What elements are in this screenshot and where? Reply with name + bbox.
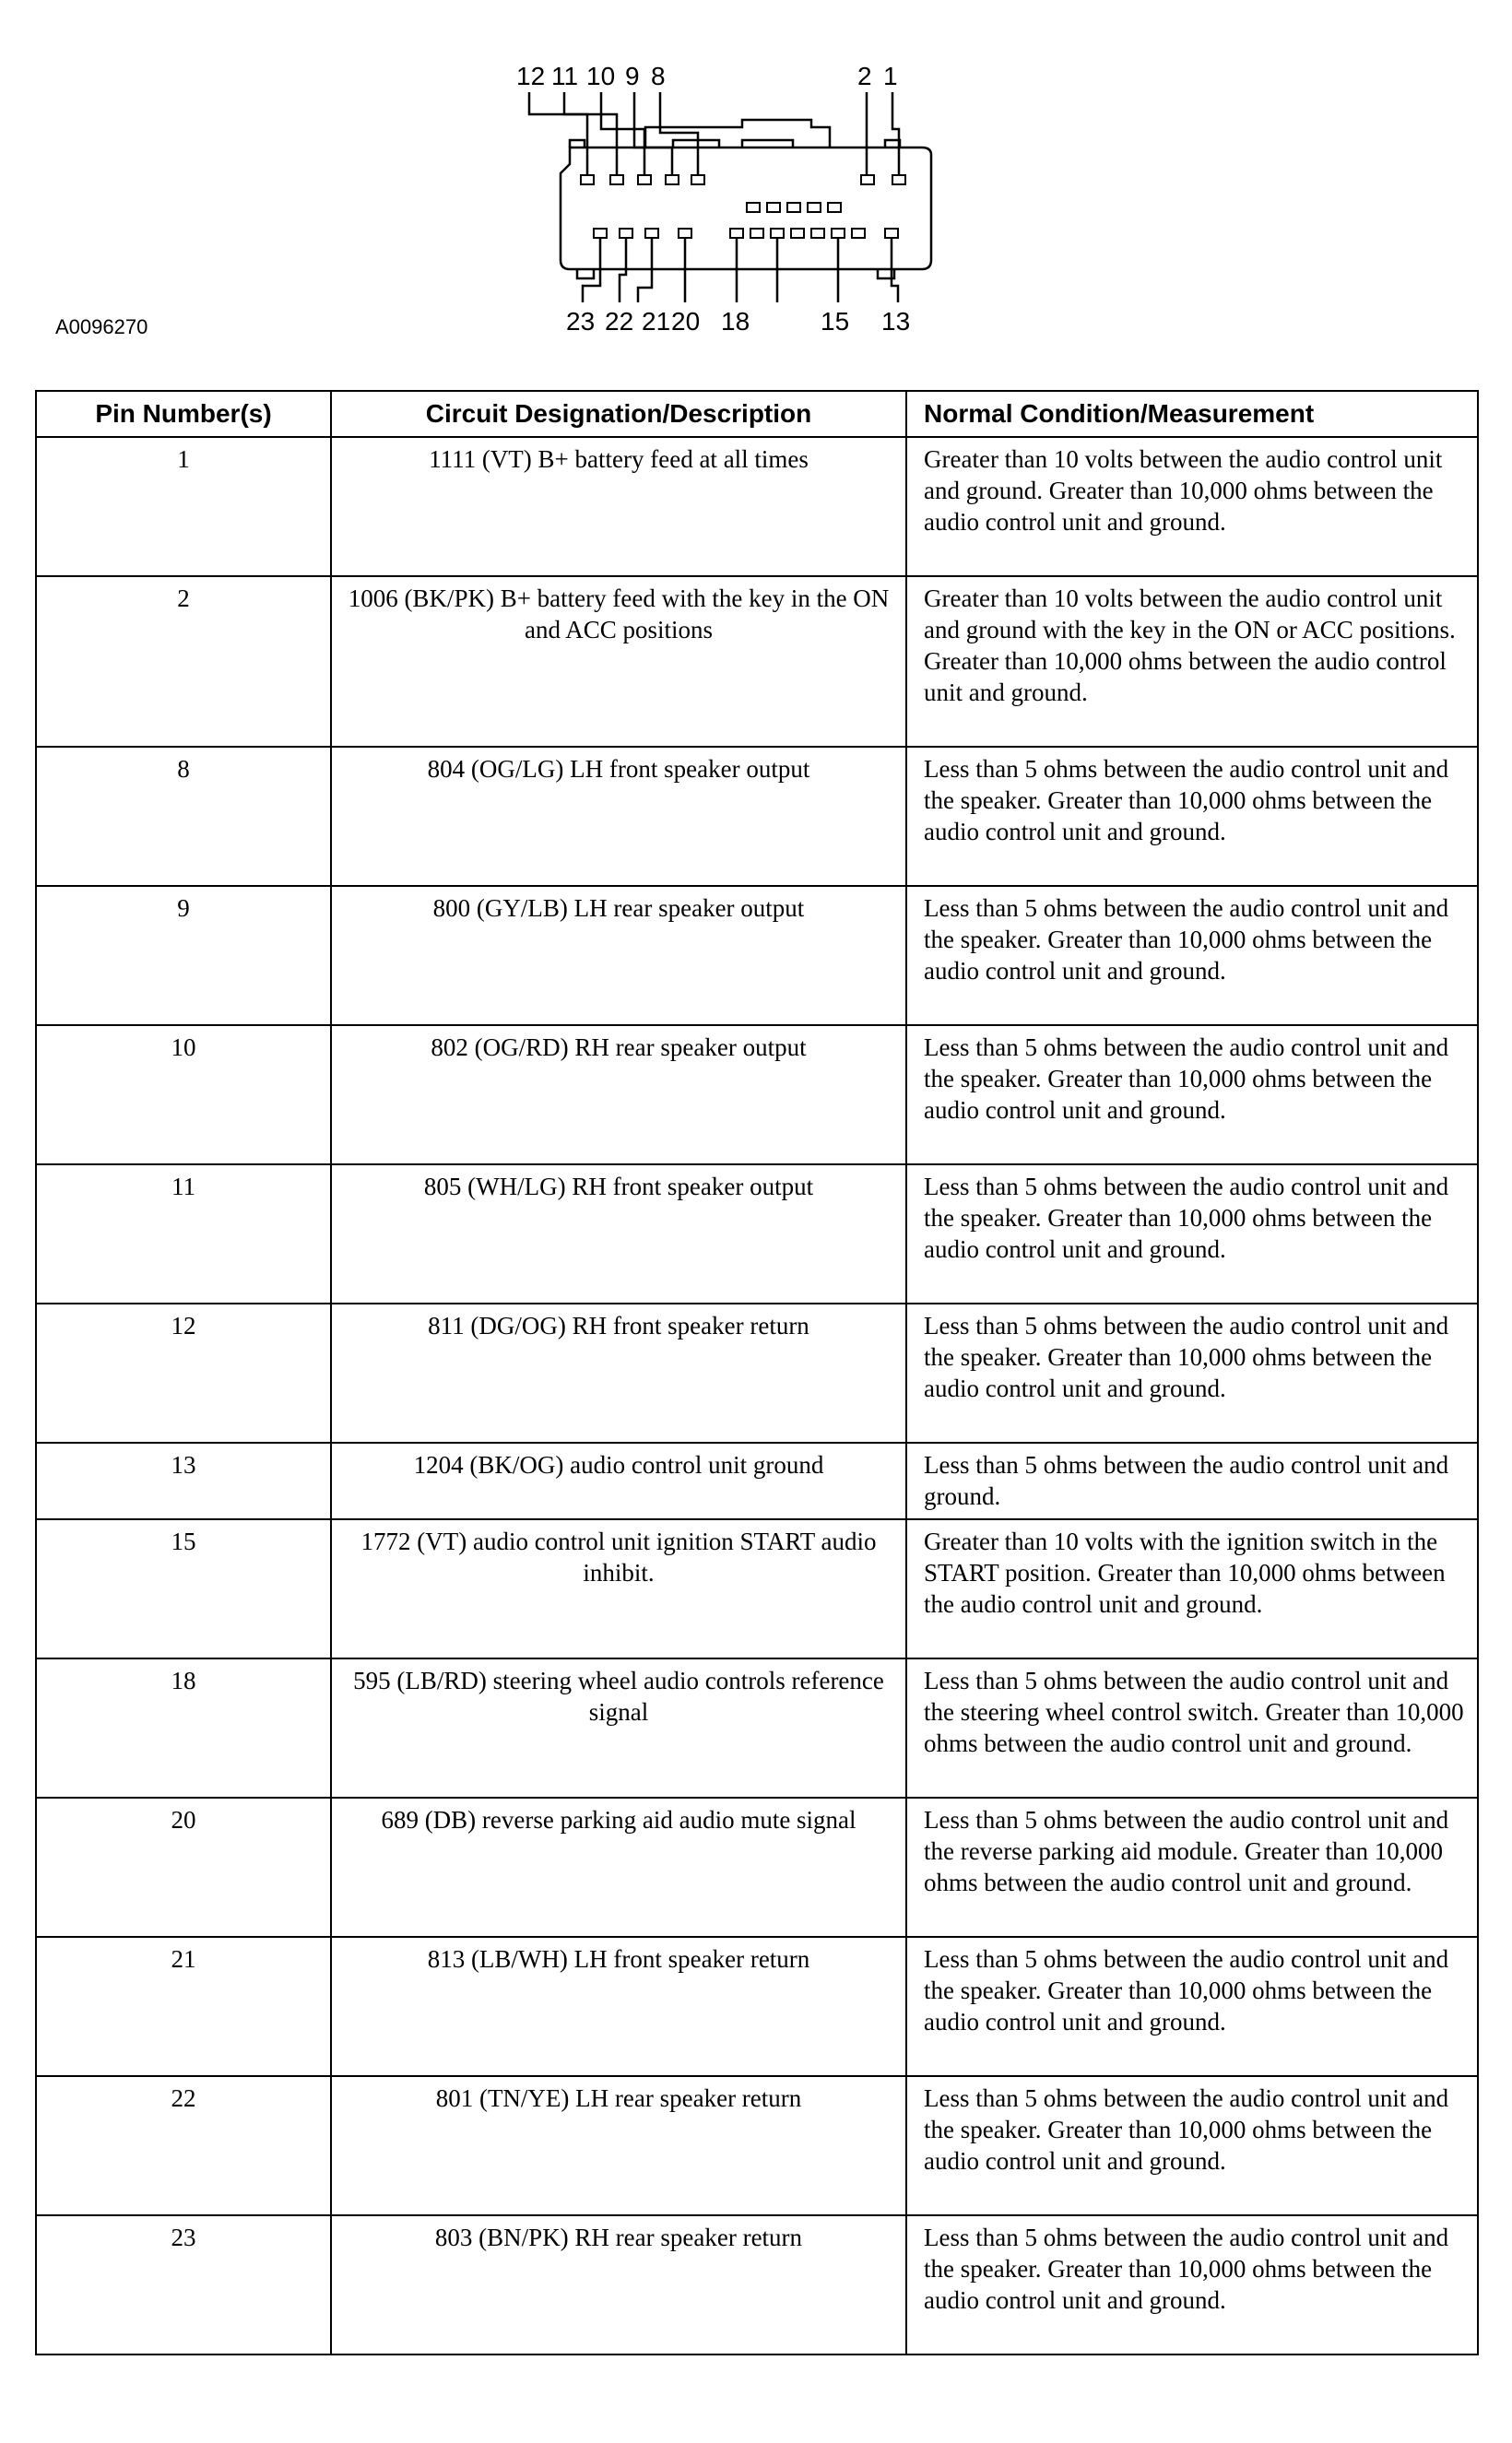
pin-label-9: 9 [625, 62, 640, 90]
pin-number-cell: 1 [36, 437, 331, 576]
pin-label-12: 12 [516, 62, 546, 90]
pin-number-cell: 21 [36, 1937, 331, 2076]
condition-cell: Less than 5 ohms between the audio control unit and the speaker. Greater than 10,000 ohms between the audio control unit and ground. [906, 747, 1478, 886]
pin-number-cell: 20 [36, 1798, 331, 1937]
table-row [36, 1937, 1478, 2076]
pin-label-23: 23 [566, 307, 596, 336]
condition-cell: Less than 5 ohms between the audio control unit and the speaker. Greater than 10,000 ohms between the audio control unit and ground. [906, 1025, 1478, 1164]
table-row [36, 1164, 1478, 1304]
circuit-cell: 802 (OG/RD) RH rear speaker output [331, 1025, 906, 1164]
connector-face-drawing [516, 55, 959, 350]
table-row [36, 1519, 1478, 1658]
pin-label-20: 20 [671, 307, 701, 336]
table-row [36, 2215, 1478, 2354]
condition-cell: Greater than 10 volts between the audio control unit and ground. Greater than 10,000 ohms between the audio control unit and ground. [906, 437, 1478, 576]
table-row [36, 1798, 1478, 1937]
condition-cell: Less than 5 ohms between the audio control unit and the reverse parking aid module. Greater than 10,000 ohms between the audio control unit and ground. [906, 1798, 1478, 1937]
pin-number-cell: 2 [36, 576, 331, 747]
figure-id: A0096270 [55, 315, 148, 338]
pin-label-8: 8 [651, 62, 666, 90]
circuit-cell: 803 (BN/PK) RH rear speaker return [331, 2215, 906, 2354]
pin-number-cell: 23 [36, 2215, 331, 2354]
circuit-cell: 800 (GY/LB) LH rear speaker output [331, 886, 906, 1025]
pin-number-cell: 22 [36, 2076, 331, 2215]
pin-cavities [581, 175, 905, 238]
table-row [36, 747, 1478, 886]
condition-cell: Less than 5 ohms between the audio control unit and the speaker. Greater than 10,000 ohms between the audio control unit and ground. [906, 886, 1478, 1025]
circuit-cell: 811 (DG/OG) RH front speaker return [331, 1304, 906, 1443]
table-row [36, 886, 1478, 1025]
pin-number-cell: 18 [36, 1658, 331, 1798]
pin-table [35, 390, 1479, 2355]
condition-cell: Less than 5 ohms between the audio control unit and the steering wheel control switch. Greater than 10,000 ohms between the audio control unit and ground. [906, 1658, 1478, 1798]
condition-cell: Less than 5 ohms between the audio control unit and the speaker. Greater than 10,000 ohms between the audio control unit and ground. [906, 2215, 1478, 2354]
pin-label-18: 18 [721, 307, 750, 336]
pin-number-cell: 11 [36, 1164, 331, 1304]
pin-label-11: 11 [551, 62, 579, 90]
pin-label-13: 13 [881, 307, 911, 336]
circuit-cell: 1772 (VT) audio control unit ignition START audio inhibit. [331, 1519, 906, 1658]
circuit-cell: 595 (LB/RD) steering wheel audio controls reference signal [331, 1658, 906, 1798]
pin-number-cell: 13 [36, 1443, 331, 1519]
circuit-cell: 689 (DB) reverse parking aid audio mute signal [331, 1798, 906, 1937]
table-row [36, 1658, 1478, 1798]
header-normal-condition: Normal Condition/Measurement [906, 391, 1478, 437]
condition-cell: Less than 5 ohms between the audio control unit and ground. [906, 1443, 1478, 1519]
pin-number-cell: 12 [36, 1304, 331, 1443]
condition-cell: Less than 5 ohms between the audio control unit and the speaker. Greater than 10,000 ohms between the audio control unit and ground. [906, 1937, 1478, 2076]
table-row [36, 1025, 1478, 1164]
connector-diagram [516, 55, 959, 350]
pin-label-21: 21 [642, 307, 671, 336]
circuit-cell: 1204 (BK/OG) audio control unit ground [331, 1443, 906, 1519]
circuit-cell: 801 (TN/YE) LH rear speaker return [331, 2076, 906, 2215]
pin-label-15: 15 [821, 307, 850, 336]
pin-number-cell: 10 [36, 1025, 331, 1164]
circuit-cell: 1006 (BK/PK) B+ battery feed with the key in the ON and ACC positions [331, 576, 906, 747]
table-row [36, 437, 1478, 576]
condition-cell: Less than 5 ohms between the audio control unit and the speaker. Greater than 10,000 ohms between the audio control unit and ground. [906, 2076, 1478, 2215]
header-circuit-designation: Circuit Designation/Description [331, 391, 906, 437]
pin-label-2: 2 [857, 62, 872, 90]
pin-label-1: 1 [883, 62, 898, 90]
pin-label-22: 22 [605, 307, 634, 336]
circuit-cell: 813 (LB/WH) LH front speaker return [331, 1937, 906, 2076]
condition-cell: Greater than 10 volts with the ignition switch in the START position. Greater than 10,000 ohms between the audio control unit and ground. [906, 1519, 1478, 1658]
table-row [36, 576, 1478, 747]
pin-number-cell: 8 [36, 747, 331, 886]
condition-cell: Less than 5 ohms between the audio control unit and the speaker. Greater than 10,000 ohms between the audio control unit and ground. [906, 1164, 1478, 1304]
table-header-row [36, 391, 1478, 437]
table-row [36, 1443, 1478, 1519]
circuit-cell: 805 (WH/LG) RH front speaker output [331, 1164, 906, 1304]
header-pin-number: Pin Number(s) [36, 391, 331, 437]
circuit-cell: 1111 (VT) B+ battery feed at all times [331, 437, 906, 576]
pin-number-cell: 9 [36, 886, 331, 1025]
pin-label-10: 10 [586, 62, 616, 90]
table-row [36, 1304, 1478, 1443]
circuit-cell: 804 (OG/LG) LH front speaker output [331, 747, 906, 886]
pin-number-cell: 15 [36, 1519, 331, 1658]
condition-cell: Greater than 10 volts between the audio control unit and ground with the key in the ON or ACC positions. Greater than 10,000 ohms between the audio control unit and ground. [906, 576, 1478, 747]
table-row [36, 2076, 1478, 2215]
condition-cell: Less than 5 ohms between the audio control unit and the speaker. Greater than 10,000 ohms between the audio control unit and ground. [906, 1304, 1478, 1443]
pin-leader-lines [529, 92, 899, 302]
